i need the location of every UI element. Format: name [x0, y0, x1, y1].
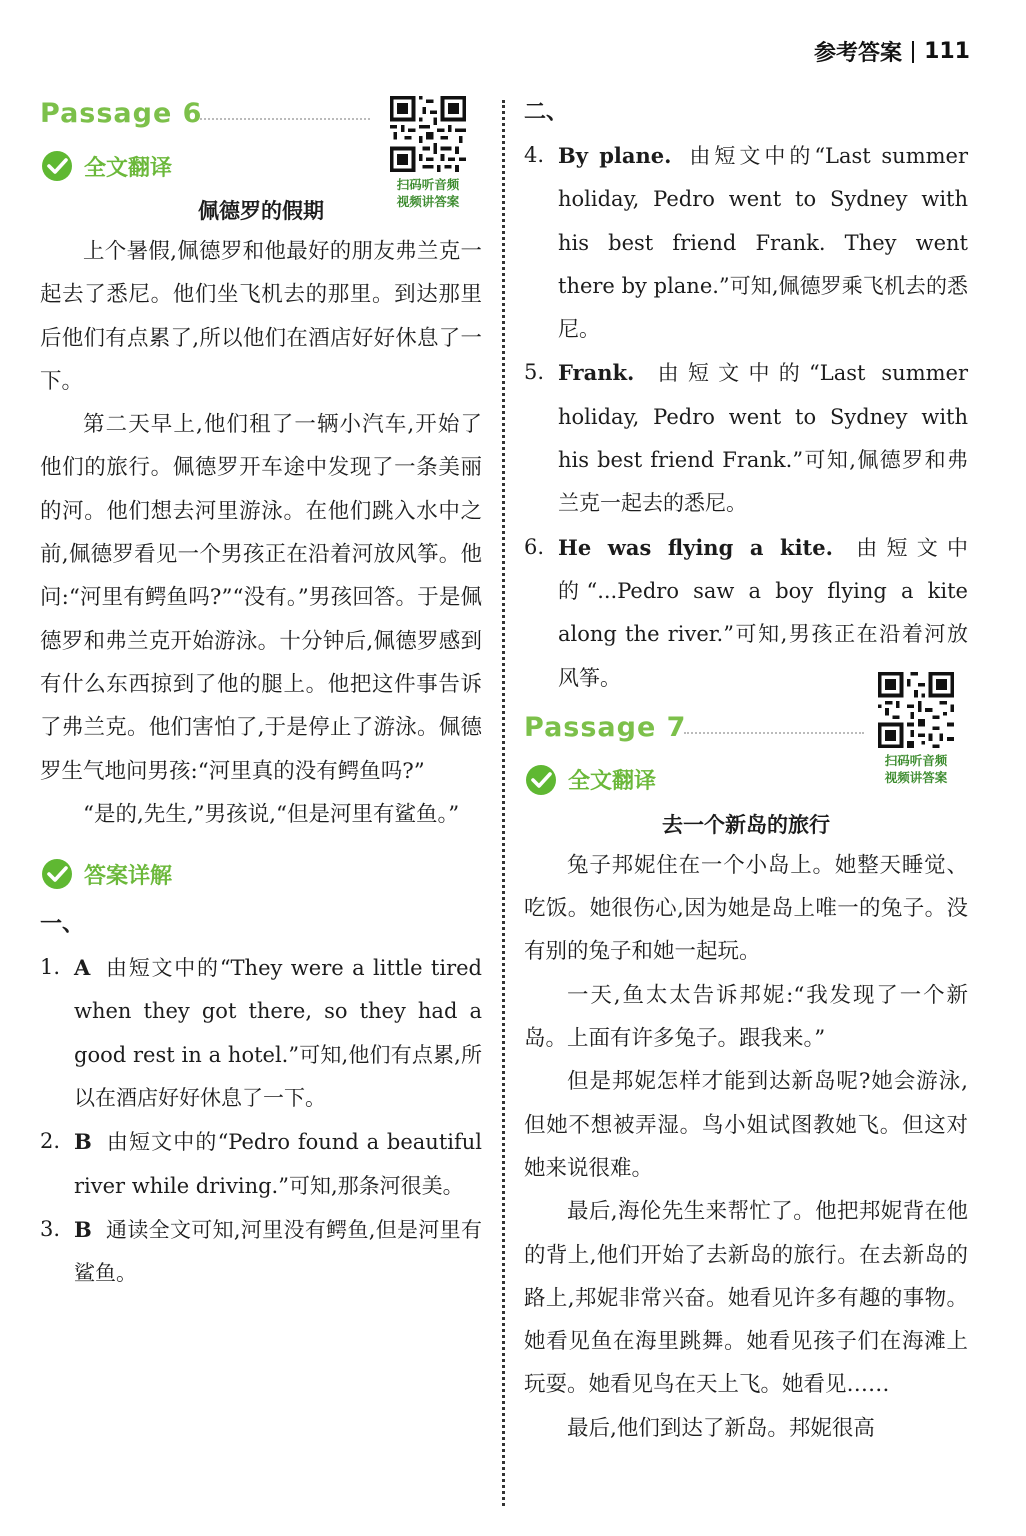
qr-caption-line-2: 视频讲答案 [396, 194, 460, 209]
translation-paragraph: 最后,海伦先生来帮忙了。他把邦妮背在他的背上,他们开始了去新岛的旅行。在去新岛的路上,邦妮非常兴奋。她看见许多有趣的事物。她看见鱼在海里跳舞。她看见孩子们在海滩上玩耍。她看见鸟在天上飞。她看见…… [524, 1199, 968, 1398]
qr-caption-line-2: 视频讲答案 [884, 769, 948, 785]
answer-body [74, 1120, 482, 1208]
page-number: 111 [924, 39, 970, 64]
qr-caption-line-1: 扫码听音频 [884, 752, 948, 768]
page-header [814, 36, 970, 67]
answer-number: 4. [524, 143, 545, 167]
green-check-icon [524, 763, 558, 797]
answer-explanation: 由短文中的“Pedro found a beautiful river while driving.”可知,那条河很美。 [74, 1130, 482, 1198]
answer-number: 3. [40, 1216, 61, 1241]
answer-item [40, 1208, 482, 1296]
answer-number: 5. [524, 360, 545, 385]
answer-key: B [74, 1129, 92, 1155]
story-title-passage-7: 去一个新岛的旅行 [662, 812, 830, 837]
translation-label-text: 全文翻译 [84, 155, 173, 181]
answer-key: B [74, 1216, 92, 1242]
qr-block-passage-7[interactable] [876, 672, 956, 786]
answer-key: By plane. [558, 143, 672, 168]
answer-explanation: 由短文中的“...Pedro saw a boy flying a kite along the river.”可知,男孩正在沿着河放风筝。 [558, 535, 968, 690]
answer-body [558, 134, 968, 351]
translation-paragraph: “是的,先生,”男孩说,“但是河里有鲨鱼。” [83, 801, 460, 827]
part-one-label: 一、 [40, 912, 85, 938]
answers-label-text: 答案详解 [84, 863, 173, 889]
green-check-icon [40, 149, 74, 183]
qr-caption-line-1: 扫码听音频 [396, 177, 460, 192]
answer-body [558, 351, 968, 525]
answer-item [40, 946, 482, 1120]
qr-block-passage-6[interactable] [388, 96, 468, 210]
answer-number: 6. [524, 534, 545, 559]
right-column [524, 92, 968, 1450]
answer-number: 1. [40, 955, 61, 980]
answer-body [74, 946, 482, 1120]
answer-key: A [74, 955, 91, 981]
translation-paragraph: 一天,鱼太太告诉邦妮:“我发现了一个新岛。上面有许多兔子。跟我来。” [524, 982, 968, 1052]
answer-explanation: 通读全文可知,河里没有鳄鱼,但是河里有鲨鱼。 [74, 1217, 482, 1286]
answers-label [40, 852, 482, 896]
answer-item [524, 351, 968, 525]
translation-paragraph: 兔子邦妮住在一个小岛上。她整天睡觉、吃饭。她很伤心,因为她是岛上唯一的兔子。没有别的兔子和她一起玩。 [524, 852, 968, 965]
passage-6-title: Passage 6 [40, 98, 203, 129]
qr-code-icon[interactable] [390, 96, 466, 172]
answer-item [524, 134, 968, 351]
answer-explanation: 由短文中的“Last summer holiday, Pedro went to Sydney with his best friend Frank.”可知,佩德罗和弗兰克一起去的悉尼。 [558, 361, 968, 516]
translation-paragraph: 上个暑假,佩德罗和他最好的朋友弗兰克一起去了悉尼。他们坐飞机去的那里。到达那里后他们有点累了,所以他们在酒店好好休息了一下。 [40, 239, 482, 394]
answer-explanation: 由短文中的“They were a little tired when they got there, so they had a good rest in a hotel.”可知,他们有点累,所以在酒店好好休息了一下。 [74, 956, 482, 1111]
answer-key: He was flying a kite. [558, 534, 833, 560]
column-divider [502, 100, 505, 1506]
translation-label-text: 全文翻译 [568, 769, 657, 795]
passage-7-title: Passage 7 [524, 711, 687, 743]
translation-paragraph: 第二天早上,他们租了一辆小汽车,开始了他们的旅行。佩德罗开车途中发现了一条美丽的河。他们想去河里游泳。在他们跳入水中之前,佩德罗看见一个男孩正在沿着河放风筝。他问:“河里有鳄鱼吗?”“没有。”男孩回答。于是佩德罗和弗兰克开始游泳。十分钟后,佩德罗感到有什么东西掠到了他的腿上。他把这件事告诉了弗兰克。他们害怕了,于是停止了游泳。佩德罗生气地问男孩:“河里真的没有鳄鱼吗?” [40, 412, 482, 784]
answer-explanation: 由短文中的“Last summer holiday, Pedro went to Sydney with his best friend Frank. They went there by plane.”可知,佩德罗乘飞机去的悉尼。 [558, 144, 968, 342]
answer-body [74, 1208, 482, 1296]
header-section-title: 参考答案 [814, 41, 903, 66]
green-check-icon [40, 857, 74, 891]
dotted-rule [200, 118, 370, 120]
translation-paragraph: 最后,他们到达了新岛。邦妮很高 [567, 1415, 875, 1441]
header-separator [912, 41, 914, 63]
answer-number: 2. [40, 1129, 61, 1154]
translation-paragraph: 但是邦妮怎样才能到达新岛呢?她会游泳,但她不想被弄湿。鸟小姐试图教她飞。但这对她来说很难。 [524, 1069, 968, 1181]
part-two-label: 二、 [524, 100, 569, 125]
answer-key: Frank. [558, 360, 635, 386]
left-column [40, 92, 482, 1296]
qr-caption [397, 176, 460, 210]
answer-item [40, 1120, 482, 1208]
story-title-passage-6: 佩德罗的假期 [198, 199, 324, 223]
qr-code-icon[interactable] [878, 672, 954, 748]
qr-caption [885, 752, 948, 786]
dotted-rule [684, 732, 864, 734]
